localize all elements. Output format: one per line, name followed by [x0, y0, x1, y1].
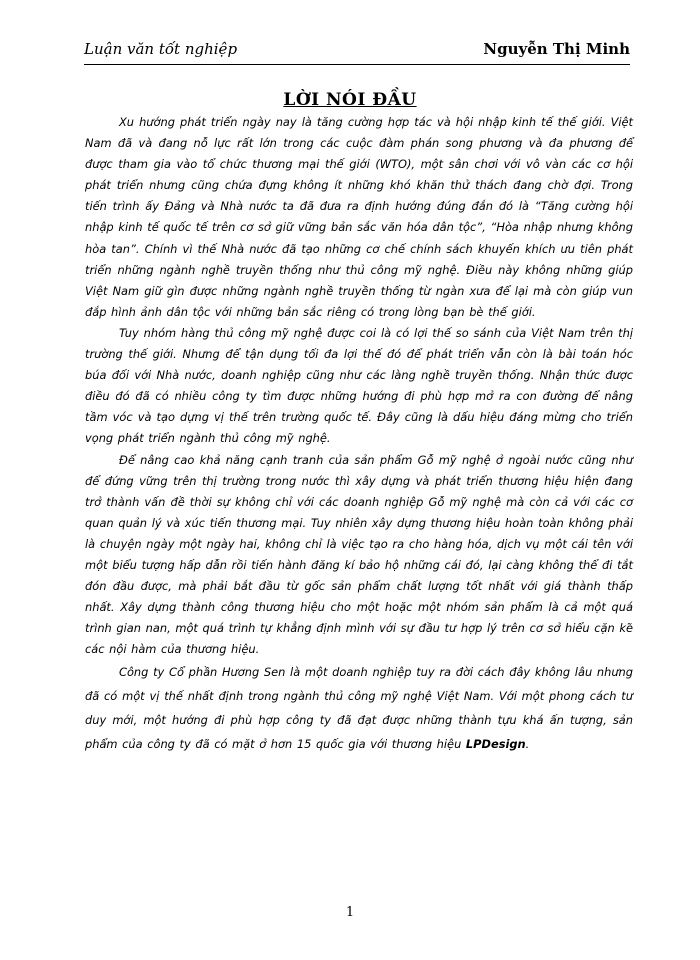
paragraph-2: Tuy nhóm hàng thủ công mỹ nghệ được coi là có lợi thế so sánh của Việt Nam trên thị trường thế giới. Nhưng để tận dụng tối đa lợi thế đó để phát triển vẫn còn là bài toán hóc búa đối với Nhà nước, doanh nghiệp cũng như các làng nghề truyền thống. Nhận thức được điều đó đã có nhiều công ty tìm được những hướng đi phù hợp mở ra con đường để nâng tầm vóc và tạo dựng vị thế trên trường quốc tế. Đây cũng là dấu hiệu đáng mừng cho triển vọng phát triển ngành thủ công mỹ nghệ.	[85, 325, 633, 446]
paragraph-4	[85, 660, 633, 756]
page-number: 1	[345, 905, 355, 920]
page-title: LỜI NÓI ĐẦU	[283, 90, 417, 110]
paragraph-1: Xu hướng phát triển ngày nay là tăng cường hợp tác và hội nhập kinh tế thế giới. Việt Nam đã và đang nỗ lực rất lớn trong các cuộc đàm phán song phương và đa phương để được tham gia vào tổ chức thương mại thế giới (WTO), một sân chơi với vô vàn các cơ hội phát triển nhưng cũng chứa đựng không ít những khó khăn thử thách đang chờ đợi. Trong tiến trình ấy Đảng và Nhà nước ta đã đưa ra định hướng đúng đắn đó là “Tăng cường hội nhập kinh tế quốc tế trên cơ sở giữ vững bản sắc văn hóa dân tộc”, “Hòa nhập nhưng không hòa tan”. Chính vì thế Nhà nước đã tạo những cơ chế chính sách khuyến khích ưu tiên phát triển những ngành nghề truyền thống như thủ công mỹ nghệ. Điều này không những giúp Việt Nam giữ gìn được những ngành nghề truyền thống từ ngàn xưa để lại mà còn giúp vun đắp hình ảnh dân tộc với những bản sắc riêng có trong lòng bạn bè thế giới.	[85, 115, 633, 319]
paragraph-4-end: .	[525, 737, 530, 752]
page-header	[84, 38, 630, 65]
header-thesis-label: Luận văn tốt nghiệp	[84, 40, 238, 58]
header-author-name: Nguyễn Thị Minh	[483, 40, 630, 58]
paragraph-4-text: Công ty Cổ phần Hương Sen là một doanh nghiệp tuy ra đời cách đây không lâu nhưng đã có một vị thế nhất định trong ngành thủ công mỹ nghệ Việt Nam. Với một phong cách tư duy mới, một hướng đi phù hợp công ty đã đạt được những thành tựu khá ấn tượng, sản phẩm của công ty đã có mặt ở hơn 15 quốc gia với thương hiệu	[85, 665, 633, 752]
brand-name: LPDesign	[465, 737, 526, 752]
paragraph-3: Để nâng cao khả năng cạnh tranh của sản phẩm Gỗ mỹ nghệ ở ngoài nước cũng như để đứng vững trên thị trường trong nước thì xây dựng và phát triển thương hiệu hiện đang trở thành vấn đề thời sự không chỉ với các doanh nghiệp Gỗ mỹ nghệ mà còn cả với các cơ quan quản lý và xúc tiến thương mại. Tuy nhiên xây dựng thương hiệu hoàn toàn không phải là chuyện ngày một ngày hai, không chỉ là việc tạo ra cho hàng hóa, dịch vụ một cái tên với một biểu tượng hấp dẫn rồi tiến hành đăng kí bảo hộ những cái đó, lại càng không thể đi tắt đón đầu được, mà phải bắt đầu từ gốc sản phẩm chất lượng tốt nhất với giá thành thấp nhất. Xây dựng thành công thương hiệu cho một hoặc một nhóm sản phẩm là cả một quá trình gian nan, một quá trình tự khẳng định mình với sự đầu tư hợp lý trên cơ sở hiểu cặn kẽ các nội hàm của thương hiệu.	[85, 452, 633, 657]
document-body	[85, 112, 633, 756]
